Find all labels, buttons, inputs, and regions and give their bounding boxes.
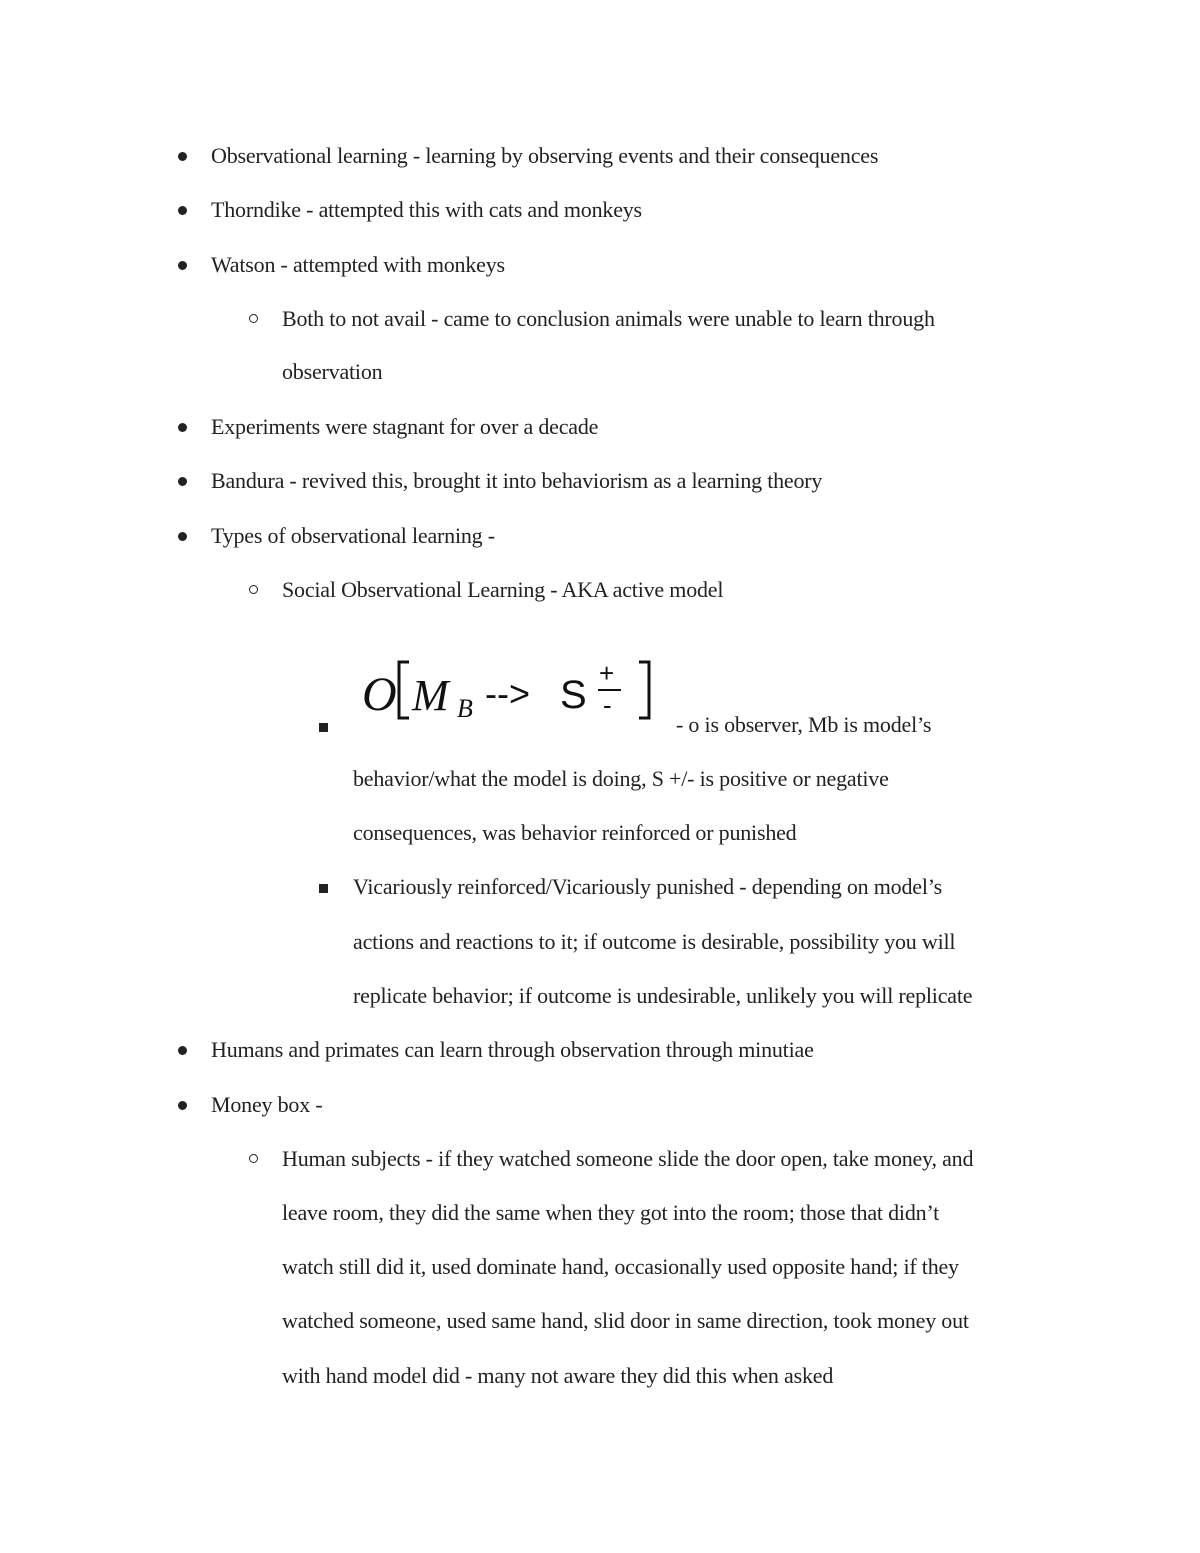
formula-stimulus: S <box>560 673 587 717</box>
note-types-heading: Types of observational learning - <box>211 523 495 548</box>
note-formula-explanation-cont2: consequences, was behavior reinforced or punished <box>353 820 797 845</box>
bullet-square-icon <box>319 884 328 893</box>
bullet-circle-icon <box>249 314 258 323</box>
bullet-circle-icon <box>249 1154 258 1163</box>
note-thorndike: Thorndike - attempted this with cats and monkeys <box>211 197 642 222</box>
formula-observer: O <box>362 668 397 721</box>
formula-arrow: --> <box>485 673 530 714</box>
bullet-disc-icon <box>178 477 187 486</box>
note-vicarious-reinforcement-cont1: actions and reactions to it; if outcome is desirable, possibility you will <box>353 929 956 954</box>
note-both-to-not-avail-cont: observation <box>282 359 383 384</box>
note-both-to-not-avail: Both to not avail - came to conclusion animals were unable to learn through <box>282 306 935 331</box>
note-bandura: Bandura - revived this, brought it into behaviorism as a learning theory <box>211 468 823 493</box>
bullet-disc-icon <box>178 1101 187 1110</box>
formula-model-subscript: B <box>457 694 473 723</box>
note-watson: Watson - attempted with monkeys <box>211 252 505 277</box>
note-vicarious-reinforcement: Vicariously reinforced/Vicariously punished - depending on model’s <box>353 874 943 899</box>
note-formula-explanation-cont1: behavior/what the model is doing, S +/- is positive or negative <box>353 766 889 791</box>
formula-right-bracket <box>639 662 649 718</box>
note-social-observational-learning: Social Observational Learning - AKA active model <box>282 577 724 602</box>
bullet-disc-icon <box>178 152 187 161</box>
note-observational-learning: Observational learning - learning by observing events and their consequences <box>211 143 879 168</box>
note-human-subjects-cont1: leave room, they did the same when they got into the room; those that didn’t <box>282 1200 940 1225</box>
note-experiments-stagnant: Experiments were stagnant for over a decade <box>211 414 599 439</box>
bullet-disc-icon <box>178 532 187 541</box>
note-formula-explanation: - o is observer, Mb is model’s <box>676 712 932 737</box>
formula-left-bracket <box>399 662 409 718</box>
formula-image <box>355 650 665 730</box>
note-vicarious-reinforcement-cont2: replicate behavior; if outcome is undesirable, unlikely you will replicate <box>353 983 973 1008</box>
bullet-disc-icon <box>178 261 187 270</box>
note-human-subjects: Human subjects - if they watched someone slide the door open, take money, and <box>282 1146 974 1171</box>
note-human-subjects-cont4: with hand model did - many not aware they did this when asked <box>282 1363 834 1388</box>
bullet-square-icon <box>319 723 328 732</box>
bullet-disc-icon <box>178 206 187 215</box>
formula-minus: - <box>603 690 612 720</box>
bullet-circle-icon <box>249 585 258 594</box>
note-human-subjects-cont2: watch still did it, used dominate hand, occasionally used opposite hand; if they <box>282 1254 959 1279</box>
formula-plus: + <box>599 658 615 688</box>
bullet-disc-icon <box>178 1046 187 1055</box>
note-humans-primates: Humans and primates can learn through observation through minutiae <box>211 1037 814 1062</box>
note-human-subjects-cont3: watched someone, used same hand, slid door in same direction, took money out <box>282 1308 969 1333</box>
bullet-disc-icon <box>178 423 187 432</box>
note-money-box: Money box - <box>211 1092 323 1117</box>
formula-model: M <box>412 671 449 720</box>
